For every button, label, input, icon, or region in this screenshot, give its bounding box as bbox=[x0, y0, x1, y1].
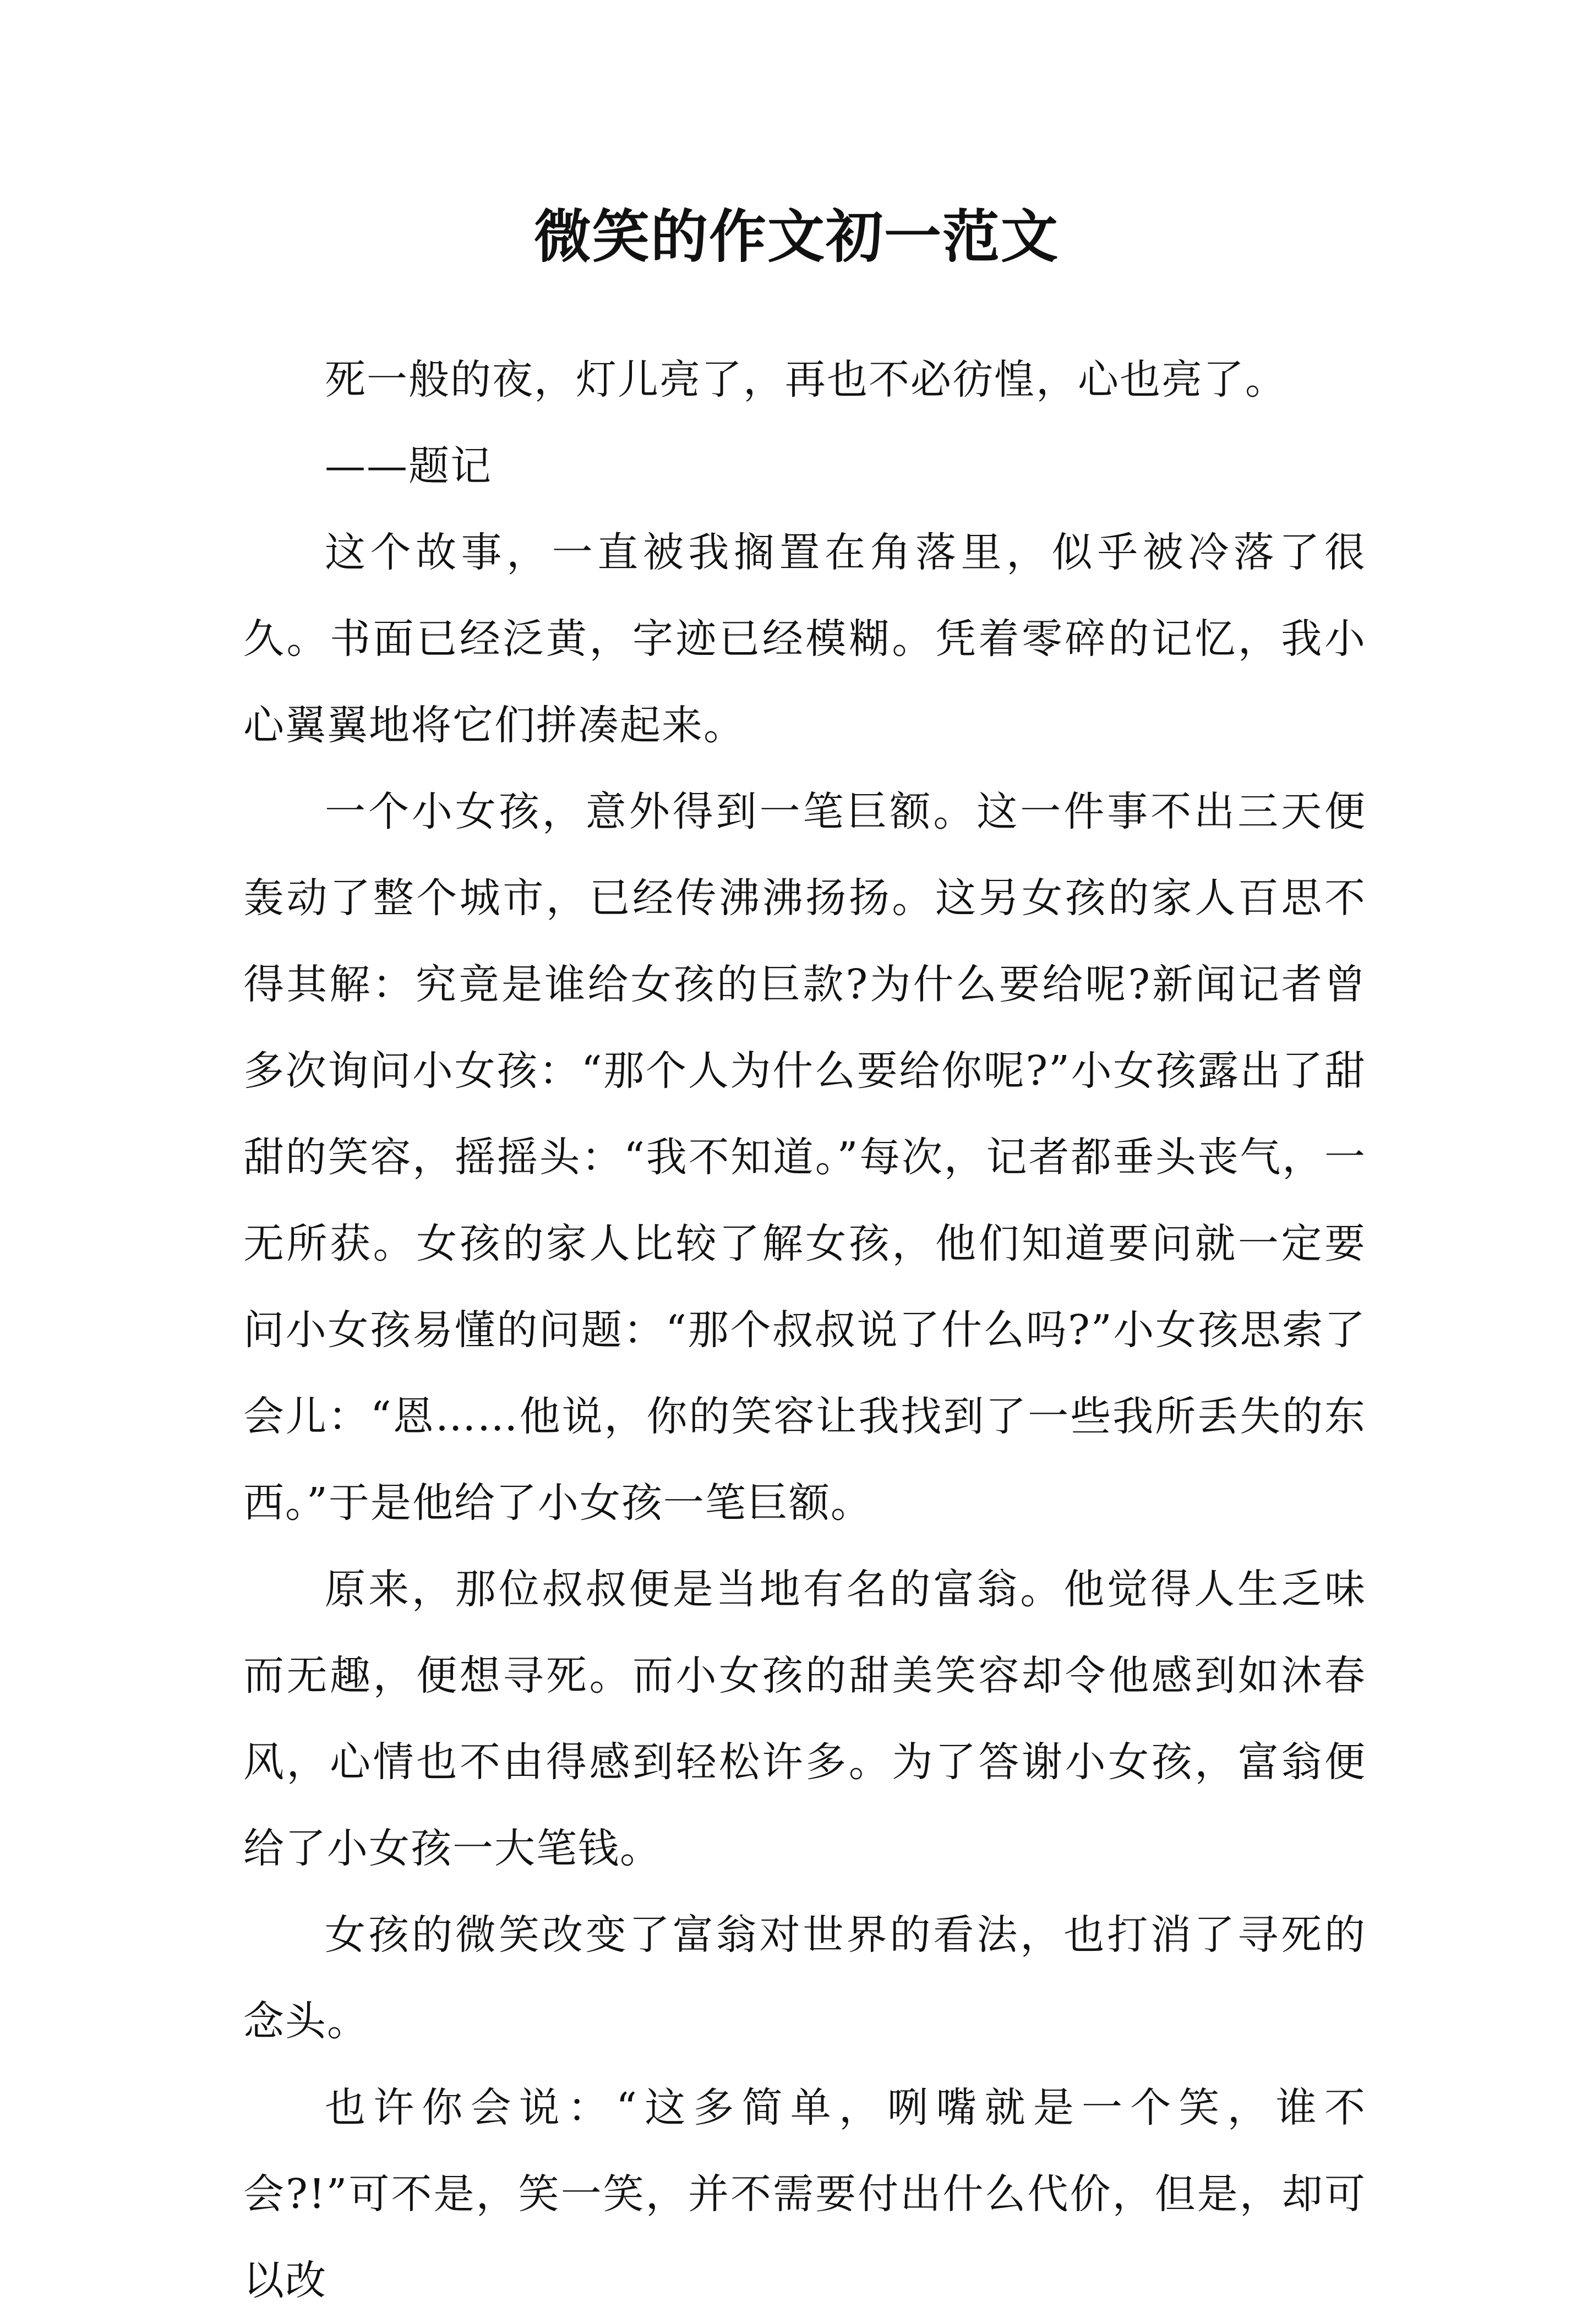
body-paragraph: 女孩的微笑改变了富翁对世界的看法，也打消了寻死的念头。 bbox=[243, 1911, 1366, 2045]
body-paragraph: 一个小女孩，意外得到一笔巨额。这一件事不出三天便轰动了整个城市，已经传沸沸扬扬。这另女孩的家人百思不得其解：究竟是谁给女孩的巨款?为什么要给呢?新闻记者曾多次询问小女孩：“那个人为什么要给你呢?”小女孩露出了甜甜的笑容，摇摇头：“我不知道。”每次，记者都垂头丧气，一无所获。女孩的家人比较了解女孩，他们知道要问就一定要问小女孩易懂的问题：“那个叔叔说了什么吗?”小女孩思索了会儿：“恩……他说，你的笑容让我找到了一些我所丢失的东西。”于是他给了小女孩一笔巨额。 bbox=[243, 788, 1366, 1527]
epigraph-attribution: ——题记 bbox=[325, 442, 492, 490]
body-paragraph: 这个故事，一直被我搁置在角落里，似乎被冷落了很久。书面已经泛黄，字迹已经模糊。凭着零碎的记忆，我小心翼翼地将它们拼凑起来。 bbox=[243, 529, 1366, 749]
epigraph-paragraph: 死一般的夜，灯儿亮了，再也不必彷惶，心也亮了。 bbox=[325, 356, 1287, 403]
body-paragraph: 也许你会说：“这多简单，咧嘴就是一个笑，谁不会?!”可不是，笑一笑，并不需要付出什么代价，但是，却可以改 bbox=[243, 2084, 1366, 2304]
body-paragraph: 原来，那位叔叔便是当地有名的富翁。他觉得人生乏味而无趣，便想寻死。而小女孩的甜美笑容却令他感到如沐春风，心情也不由得感到轻松许多。为了答谢小女孩，富翁便给了小女孩一大笔钱。 bbox=[243, 1566, 1366, 1872]
document-title: 微笑的作文初一范文 bbox=[533, 203, 1059, 270]
document-body bbox=[243, 337, 1366, 2324]
